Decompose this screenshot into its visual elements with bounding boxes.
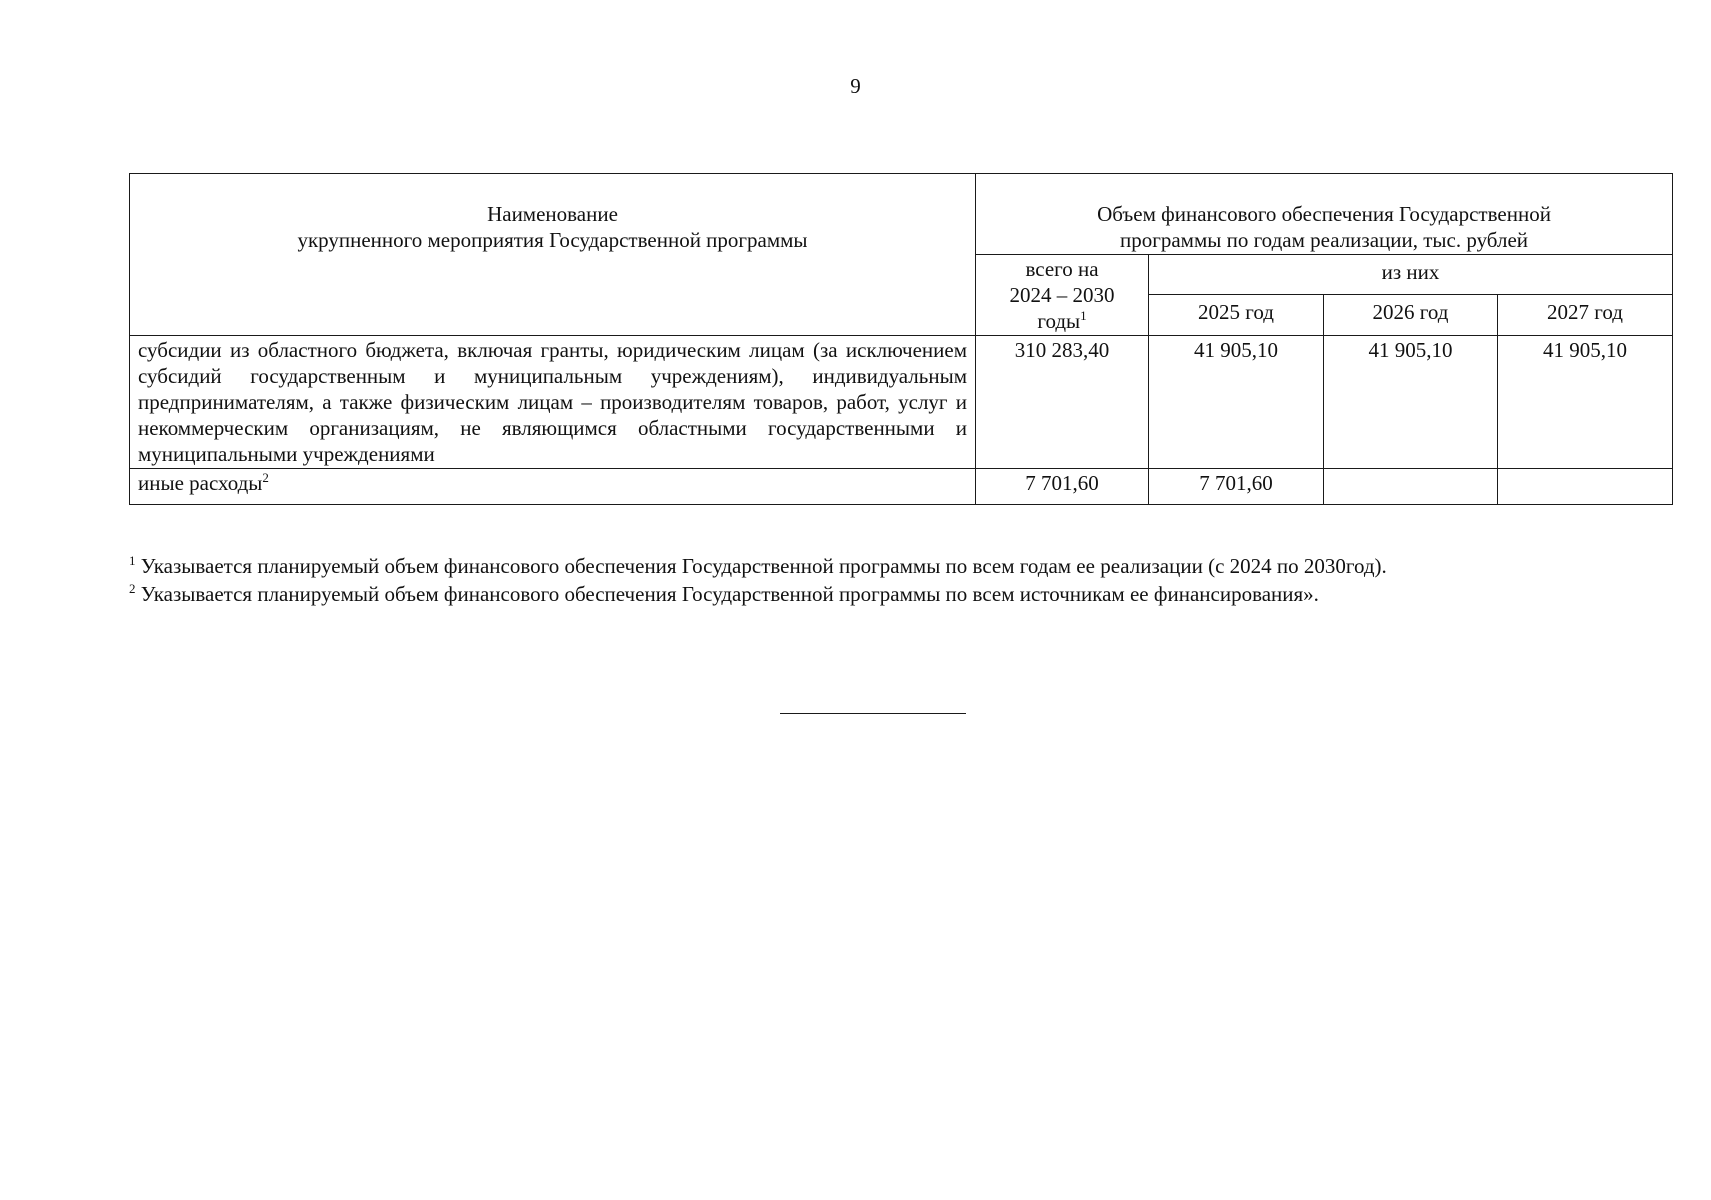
table-row bbox=[130, 469, 1673, 505]
footnote-mark: 2 bbox=[129, 581, 136, 596]
footnote-mark: 1 bbox=[129, 553, 136, 568]
header-volume-text: Объем финансового обеспечения Государственной программы по годам реализации, тыс. рублей bbox=[1097, 202, 1551, 252]
header-volume-column bbox=[976, 174, 1673, 255]
row-name bbox=[130, 336, 976, 469]
page-number: 9 bbox=[850, 74, 861, 98]
header-year-2027: 2027 год bbox=[1498, 294, 1673, 335]
table-header-row bbox=[130, 174, 1673, 255]
row-2026: 41 905,10 bbox=[1324, 336, 1498, 469]
header-name-text: Наименование укрупненного мероприятия Государственной программы bbox=[297, 202, 808, 252]
footnote-2 bbox=[129, 580, 1689, 608]
header-of-them: из них bbox=[1149, 255, 1673, 295]
financing-table bbox=[129, 173, 1673, 505]
row-name bbox=[130, 469, 976, 505]
header-total-text: всего на 2024 – 2030 годы bbox=[1009, 257, 1115, 333]
footnote-text: Указывается планируемый объем финансового обеспечения Государственной программы по всем годам ее реализации (с 2024 по 2030год). bbox=[135, 554, 1387, 578]
footnote-1 bbox=[129, 552, 1689, 580]
row-total: 310 283,40 bbox=[976, 336, 1149, 469]
row-2027: 41 905,10 bbox=[1498, 336, 1673, 469]
row-2026 bbox=[1324, 469, 1498, 505]
table-row bbox=[130, 336, 1673, 469]
row-2027 bbox=[1498, 469, 1673, 505]
header-name-column bbox=[130, 174, 976, 336]
footnote-text: Указывается планируемый объем финансового обеспечения Государственной программы по всем источникам ее финансирования». bbox=[135, 582, 1319, 606]
header-year-2025: 2025 год bbox=[1149, 294, 1324, 335]
footnote-ref-2: 2 bbox=[262, 470, 269, 485]
row-name-text: субсидии из областного бюджета, включая гранты, юридическим лицам (за исключением субсидий государственным и муниципальным учреждениям), индивидуальным предпринимателям, а также физическим лицам – производителям товаров, работ, услуг и некоммерческим организациям, не являющимся областными государственными и муниципальными учреждениями bbox=[138, 338, 967, 466]
row-name-text: иные расходы bbox=[138, 471, 263, 495]
row-total: 7 701,60 bbox=[976, 469, 1149, 505]
end-of-document-rule bbox=[780, 713, 966, 714]
footnote-ref-1: 1 bbox=[1080, 308, 1087, 323]
header-year-2026: 2026 год bbox=[1324, 294, 1498, 335]
row-2025: 41 905,10 bbox=[1149, 336, 1324, 469]
row-2025: 7 701,60 bbox=[1149, 469, 1324, 505]
footnotes bbox=[129, 552, 1689, 608]
header-total bbox=[976, 255, 1149, 336]
